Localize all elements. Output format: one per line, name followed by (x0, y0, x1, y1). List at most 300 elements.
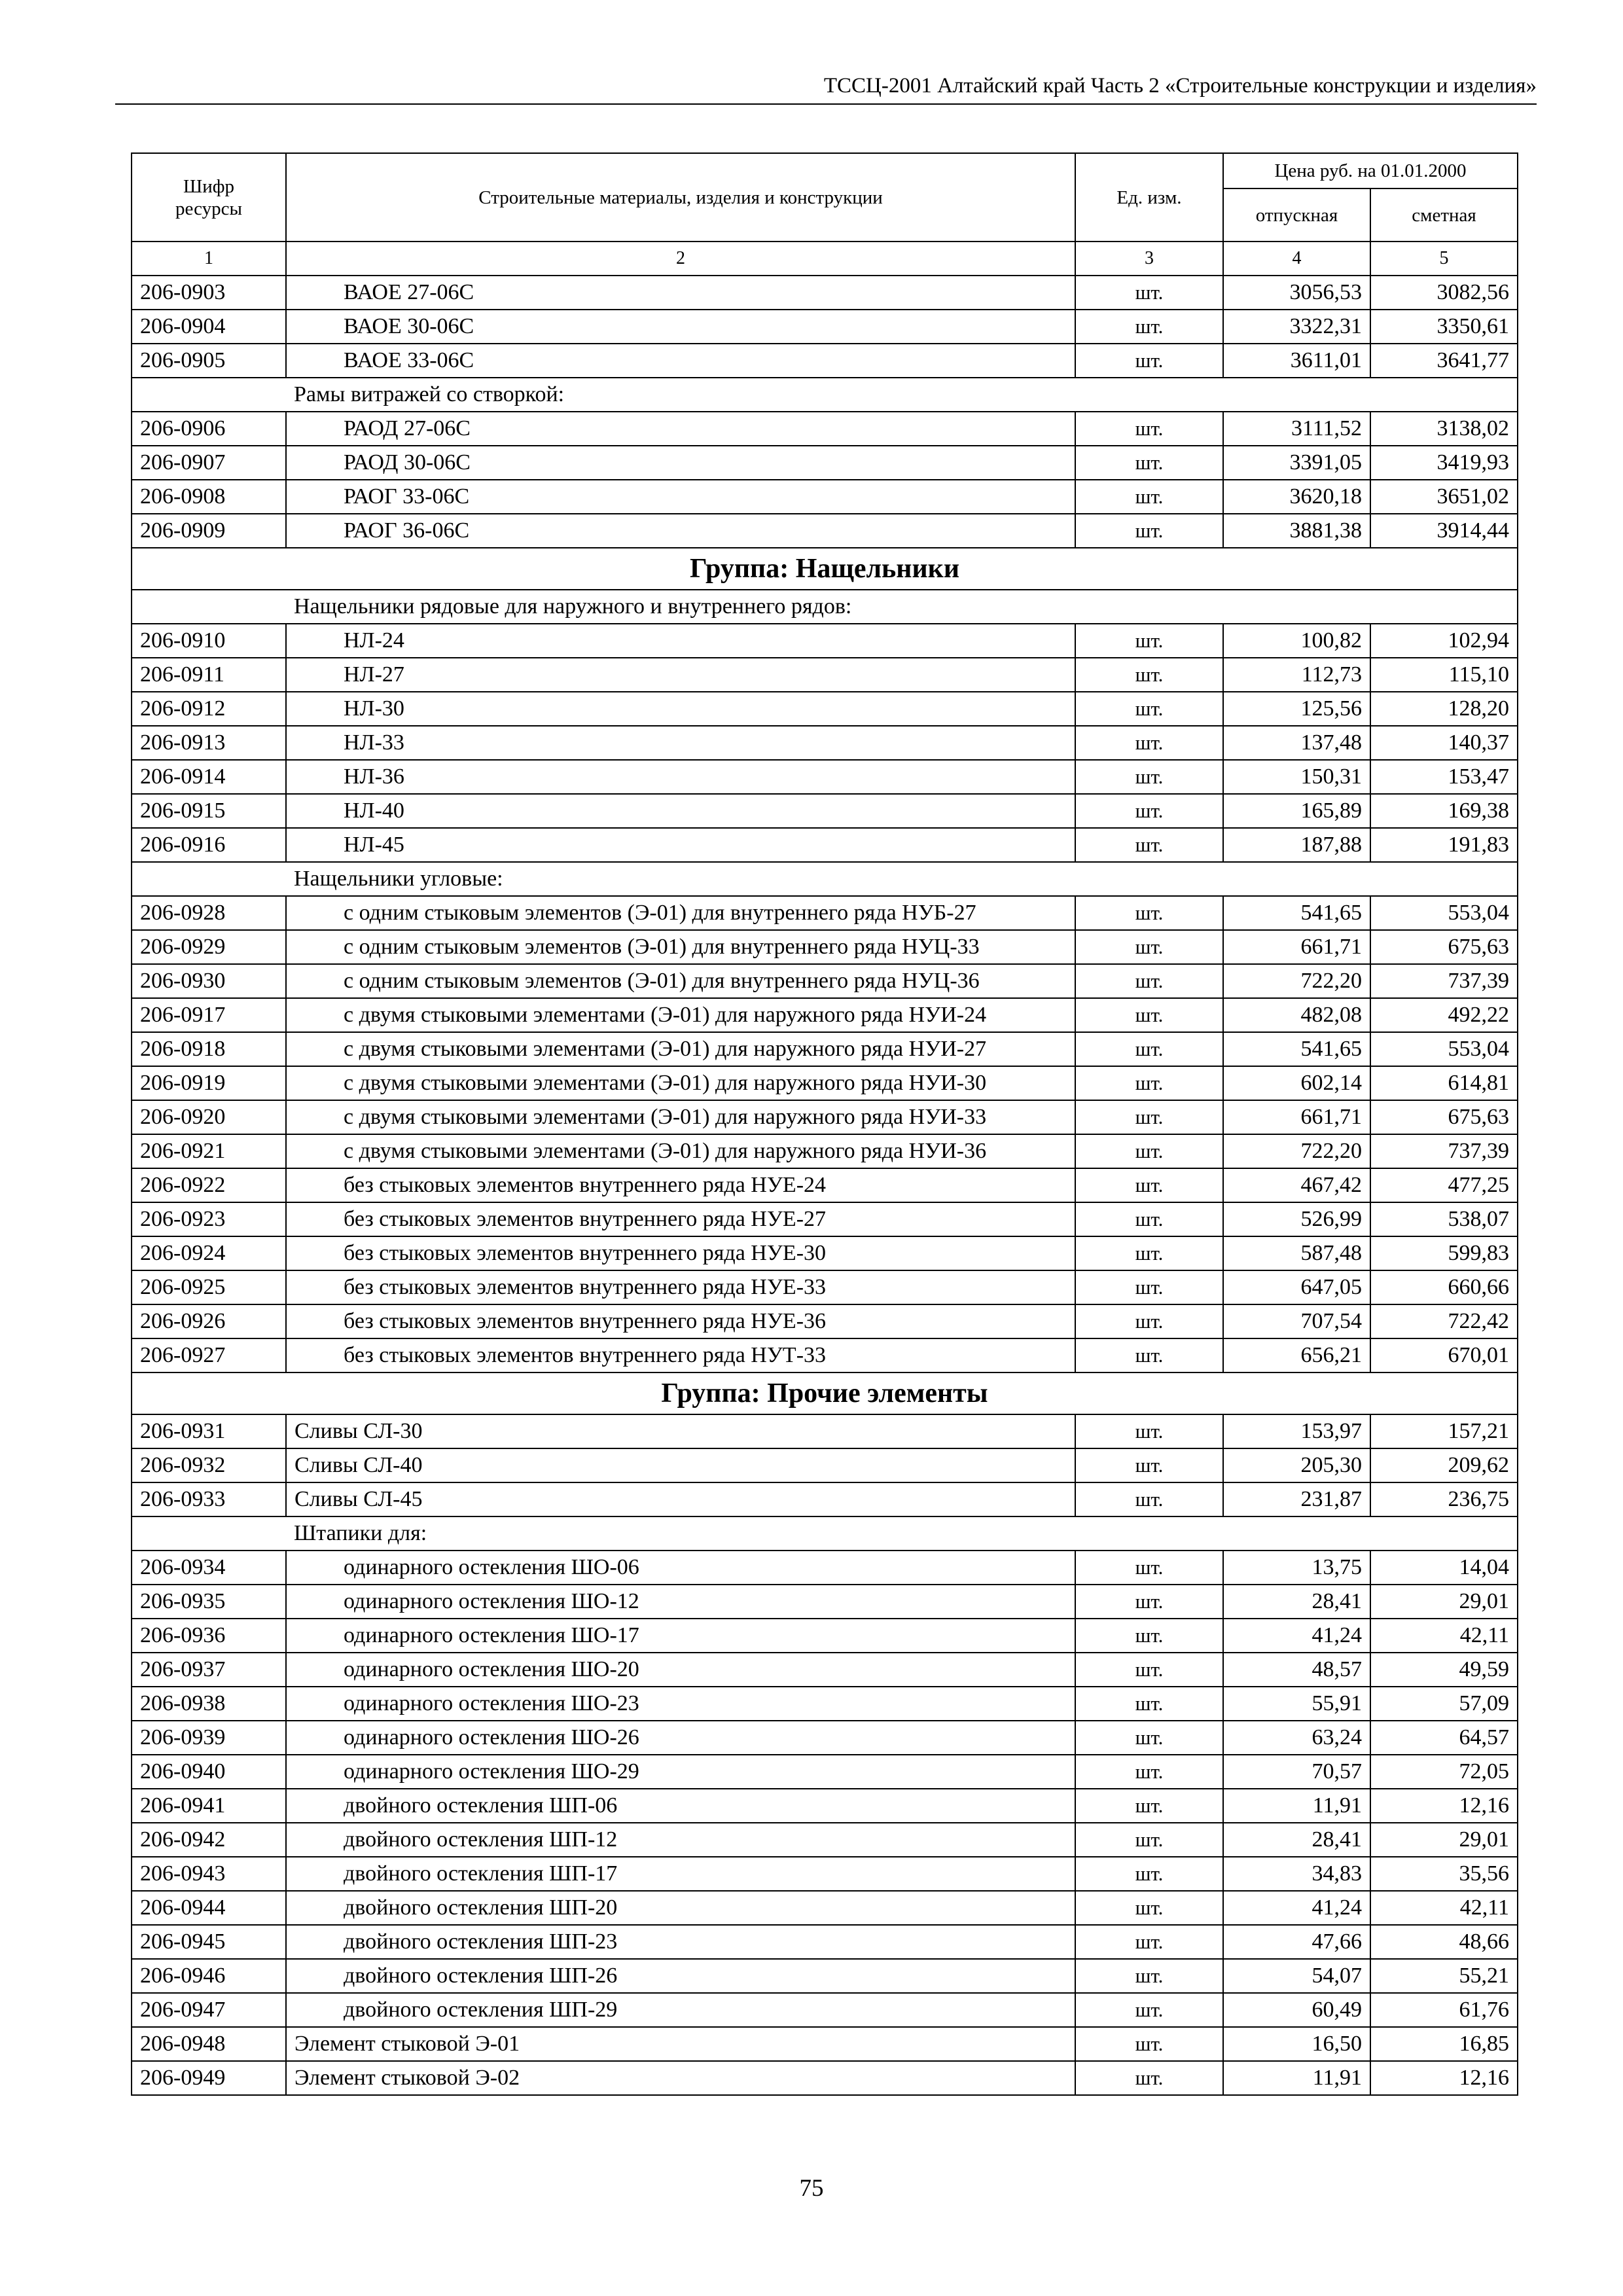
table-row (132, 2061, 1518, 2095)
price-release: 541,65 (1223, 896, 1370, 930)
price-release: 47,66 (1223, 1925, 1370, 1959)
price-estimate: 64,57 (1370, 1721, 1518, 1755)
subheading-label: Штапики для: (286, 1516, 1518, 1551)
column-number: 4 (1223, 242, 1370, 276)
unit-of-measure: шт. (1075, 1168, 1223, 1202)
table-row (132, 1585, 1518, 1619)
price-estimate: 29,01 (1370, 1823, 1518, 1857)
price-estimate: 209,62 (1370, 1448, 1518, 1482)
material-name: одинарного остекления ШО-06 (286, 1551, 1075, 1585)
resource-code: 206-0916 (132, 828, 286, 862)
table-row (132, 1482, 1518, 1516)
subheading-row (132, 378, 1518, 412)
resource-code: 206-0919 (132, 1066, 286, 1100)
resource-code: 206-0944 (132, 1891, 286, 1925)
table-row (132, 446, 1518, 480)
price-release: 54,07 (1223, 1959, 1370, 1993)
table-row (132, 1653, 1518, 1687)
resource-code: 206-0946 (132, 1959, 286, 1993)
table-row (132, 1687, 1518, 1721)
resource-code: 206-0922 (132, 1168, 286, 1202)
resource-code: 206-0934 (132, 1551, 286, 1585)
price-release: 656,21 (1223, 1338, 1370, 1372)
unit-of-measure: шт. (1075, 1202, 1223, 1236)
price-estimate: 553,04 (1370, 1032, 1518, 1066)
resource-code: 206-0940 (132, 1755, 286, 1789)
price-estimate: 72,05 (1370, 1755, 1518, 1789)
table-row (132, 276, 1518, 310)
price-release: 165,89 (1223, 794, 1370, 828)
resource-code: 206-0927 (132, 1338, 286, 1372)
unit-of-measure: шт. (1075, 276, 1223, 310)
unit-of-measure: шт. (1075, 794, 1223, 828)
unit-of-measure: шт. (1075, 930, 1223, 964)
unit-of-measure: шт. (1075, 1270, 1223, 1304)
unit-of-measure: шт. (1075, 1959, 1223, 1993)
table-row (132, 310, 1518, 344)
price-estimate: 29,01 (1370, 1585, 1518, 1619)
unit-of-measure: шт. (1075, 760, 1223, 794)
material-name: Сливы СЛ-45 (286, 1482, 1075, 1516)
table-row (132, 998, 1518, 1032)
price-release: 60,49 (1223, 1993, 1370, 2027)
price-estimate: 115,10 (1370, 658, 1518, 692)
material-name: НЛ-45 (286, 828, 1075, 862)
table-row (132, 480, 1518, 514)
price-release: 526,99 (1223, 1202, 1370, 1236)
table-row (132, 1236, 1518, 1270)
price-release: 41,24 (1223, 1619, 1370, 1653)
unit-of-measure: шт. (1075, 1789, 1223, 1823)
table-row (132, 344, 1518, 378)
price-estimate: 670,01 (1370, 1338, 1518, 1372)
unit-of-measure: шт. (1075, 1338, 1223, 1372)
price-release: 722,20 (1223, 964, 1370, 998)
price-release: 467,42 (1223, 1168, 1370, 1202)
unit-of-measure: шт. (1075, 514, 1223, 548)
resource-code: 206-0929 (132, 930, 286, 964)
price-release: 34,83 (1223, 1857, 1370, 1891)
material-name: одинарного остекления ШО-29 (286, 1755, 1075, 1789)
unit-of-measure: шт. (1075, 310, 1223, 344)
unit-of-measure: шт. (1075, 658, 1223, 692)
group-heading: Группа: Прочие элементы (132, 1372, 1518, 1414)
price-release: 3611,01 (1223, 344, 1370, 378)
unit-of-measure: шт. (1075, 1857, 1223, 1891)
material-name: Сливы СЛ-40 (286, 1448, 1075, 1482)
resource-code: 206-0910 (132, 624, 286, 658)
resource-code: 206-0942 (132, 1823, 286, 1857)
price-estimate: 57,09 (1370, 1687, 1518, 1721)
price-estimate: 660,66 (1370, 1270, 1518, 1304)
table-row (132, 1721, 1518, 1755)
material-name: двойного остекления ШП-17 (286, 1857, 1075, 1891)
price-release: 482,08 (1223, 998, 1370, 1032)
unit-of-measure: шт. (1075, 896, 1223, 930)
table-row (132, 1755, 1518, 1789)
unit-of-measure: шт. (1075, 1653, 1223, 1687)
unit-of-measure: шт. (1075, 446, 1223, 480)
resource-code: 206-0939 (132, 1721, 286, 1755)
material-name: с двумя стыковыми элементами (Э-01) для наружного ряда НУИ-27 (286, 1032, 1075, 1066)
unit-of-measure: шт. (1075, 1721, 1223, 1755)
table-row (132, 1168, 1518, 1202)
unit-of-measure: шт. (1075, 1619, 1223, 1653)
resource-code: 206-0923 (132, 1202, 286, 1236)
resource-code: 206-0913 (132, 726, 286, 760)
material-name: без стыковых элементов внутреннего ряда НУЕ-27 (286, 1202, 1075, 1236)
price-estimate: 102,94 (1370, 624, 1518, 658)
material-name: одинарного остекления ШО-17 (286, 1619, 1075, 1653)
unit-of-measure: шт. (1075, 1823, 1223, 1857)
resource-code: 206-0943 (132, 1857, 286, 1891)
price-release: 11,91 (1223, 1789, 1370, 1823)
price-estimate: 553,04 (1370, 896, 1518, 930)
unit-of-measure: шт. (1075, 964, 1223, 998)
table-row (132, 692, 1518, 726)
table-row (132, 1789, 1518, 1823)
material-name: с двумя стыковыми элементами (Э-01) для наружного ряда НУИ-24 (286, 998, 1075, 1032)
resource-code: 206-0912 (132, 692, 286, 726)
subheading-label: Нащельники угловые: (286, 862, 1518, 896)
subheading-spacer (132, 862, 286, 896)
col-header-price-group: Цена руб. на 01.01.2000 (1223, 153, 1518, 188)
resource-code: 206-0931 (132, 1414, 286, 1448)
price-estimate: 3641,77 (1370, 344, 1518, 378)
price-release: 3620,18 (1223, 480, 1370, 514)
price-estimate: 16,85 (1370, 2027, 1518, 2061)
price-release: 63,24 (1223, 1721, 1370, 1755)
resource-code: 206-0945 (132, 1925, 286, 1959)
resource-code: 206-0938 (132, 1687, 286, 1721)
unit-of-measure: шт. (1075, 1687, 1223, 1721)
resource-code: 206-0933 (132, 1482, 286, 1516)
col-header-code: Шифр ресурсы (132, 153, 286, 242)
page-number: 75 (799, 2175, 824, 2202)
table-row (132, 1993, 1518, 2027)
unit-of-measure: шт. (1075, 726, 1223, 760)
resource-code: 206-0936 (132, 1619, 286, 1653)
price-estimate: 675,63 (1370, 1100, 1518, 1134)
price-release: 661,71 (1223, 930, 1370, 964)
table-row (132, 1891, 1518, 1925)
price-table (131, 152, 1518, 2096)
price-estimate: 737,39 (1370, 964, 1518, 998)
price-estimate: 614,81 (1370, 1066, 1518, 1100)
price-estimate: 538,07 (1370, 1202, 1518, 1236)
resource-code: 206-0914 (132, 760, 286, 794)
material-name: ВАОЕ 33-06С (286, 344, 1075, 378)
table-body (132, 276, 1518, 2095)
table-row (132, 1925, 1518, 1959)
price-estimate: 191,83 (1370, 828, 1518, 862)
price-estimate: 48,66 (1370, 1925, 1518, 1959)
table-row (132, 1066, 1518, 1100)
price-release: 187,88 (1223, 828, 1370, 862)
material-name: с одним стыковым элементов (Э-01) для внутреннего ряда НУЦ-36 (286, 964, 1075, 998)
resource-code: 206-0909 (132, 514, 286, 548)
column-number: 2 (286, 242, 1075, 276)
material-name: без стыковых элементов внутреннего ряда НУТ-33 (286, 1338, 1075, 1372)
col-header-price-estimate: сметная (1370, 188, 1518, 242)
unit-of-measure: шт. (1075, 2061, 1223, 2095)
price-release: 41,24 (1223, 1891, 1370, 1925)
unit-of-measure: шт. (1075, 828, 1223, 862)
price-estimate: 3350,61 (1370, 310, 1518, 344)
table-row (132, 1619, 1518, 1653)
resource-code: 206-0930 (132, 964, 286, 998)
group-heading-row (132, 548, 1518, 590)
resource-code: 206-0948 (132, 2027, 286, 2061)
column-number-row (132, 242, 1518, 276)
price-release: 137,48 (1223, 726, 1370, 760)
resource-code: 206-0926 (132, 1304, 286, 1338)
table-row (132, 1551, 1518, 1585)
subheading-spacer (132, 378, 286, 412)
unit-of-measure: шт. (1075, 1482, 1223, 1516)
material-name: НЛ-30 (286, 692, 1075, 726)
price-release: 205,30 (1223, 1448, 1370, 1482)
subheading-spacer (132, 1516, 286, 1551)
unit-of-measure: шт. (1075, 1993, 1223, 2027)
resource-code: 206-0935 (132, 1585, 286, 1619)
col-header-price-release: отпускная (1223, 188, 1370, 242)
unit-of-measure: шт. (1075, 1304, 1223, 1338)
unit-of-measure: шт. (1075, 692, 1223, 726)
material-name: без стыковых элементов внутреннего ряда НУЕ-36 (286, 1304, 1075, 1338)
material-name: НЛ-24 (286, 624, 1075, 658)
material-name: НЛ-40 (286, 794, 1075, 828)
material-name: с двумя стыковыми элементами (Э-01) для наружного ряда НУИ-36 (286, 1134, 1075, 1168)
material-name: двойного остекления ШП-26 (286, 1959, 1075, 1993)
material-name: РАОГ 33-06С (286, 480, 1075, 514)
resource-code: 206-0918 (132, 1032, 286, 1066)
price-release: 231,87 (1223, 1482, 1370, 1516)
price-release: 541,65 (1223, 1032, 1370, 1066)
unit-of-measure: шт. (1075, 1585, 1223, 1619)
unit-of-measure: шт. (1075, 412, 1223, 446)
price-release: 3391,05 (1223, 446, 1370, 480)
page-header: ТССЦ-2001 Алтайский край Часть 2 «Строительные конструкции и изделия» (115, 71, 1537, 105)
resource-code: 206-0937 (132, 1653, 286, 1687)
table-row (132, 1857, 1518, 1891)
column-number: 5 (1370, 242, 1518, 276)
table-row (132, 1414, 1518, 1448)
resource-code: 206-0928 (132, 896, 286, 930)
price-release: 28,41 (1223, 1585, 1370, 1619)
material-name: двойного остекления ШП-06 (286, 1789, 1075, 1823)
resource-code: 206-0908 (132, 480, 286, 514)
unit-of-measure: шт. (1075, 1414, 1223, 1448)
unit-of-measure: шт. (1075, 1755, 1223, 1789)
price-release: 587,48 (1223, 1236, 1370, 1270)
group-heading-row (132, 1372, 1518, 1414)
subheading-label: Нащельники рядовые для наружного и внутреннего рядов: (286, 590, 1518, 624)
table-row (132, 514, 1518, 548)
subheading-spacer (132, 590, 286, 624)
unit-of-measure: шт. (1075, 1032, 1223, 1066)
table-row (132, 412, 1518, 446)
table-row (132, 1304, 1518, 1338)
price-release: 647,05 (1223, 1270, 1370, 1304)
price-estimate: 153,47 (1370, 760, 1518, 794)
table-row (132, 1338, 1518, 1372)
col-header-name: Строительные материалы, изделия и конструкции (286, 153, 1075, 242)
price-estimate: 3914,44 (1370, 514, 1518, 548)
resource-code: 206-0911 (132, 658, 286, 692)
table-row (132, 1270, 1518, 1304)
price-release: 48,57 (1223, 1653, 1370, 1687)
table-row (132, 726, 1518, 760)
subheading-label: Рамы витражей со створкой: (286, 378, 1518, 412)
table-row (132, 896, 1518, 930)
price-estimate: 128,20 (1370, 692, 1518, 726)
material-name: с двумя стыковыми элементами (Э-01) для наружного ряда НУИ-33 (286, 1100, 1075, 1134)
material-name: одинарного остекления ШО-20 (286, 1653, 1075, 1687)
price-estimate: 61,76 (1370, 1993, 1518, 2027)
table-row (132, 964, 1518, 998)
subheading-row (132, 1516, 1518, 1551)
price-release: 3322,31 (1223, 310, 1370, 344)
subheading-row (132, 862, 1518, 896)
table-row (132, 1134, 1518, 1168)
material-name: РАОД 30-06С (286, 446, 1075, 480)
resource-code: 206-0903 (132, 276, 286, 310)
material-name: РАОД 27-06С (286, 412, 1075, 446)
table-row (132, 828, 1518, 862)
table-row (132, 1032, 1518, 1066)
price-release: 3111,52 (1223, 412, 1370, 446)
table-row (132, 658, 1518, 692)
price-release: 55,91 (1223, 1687, 1370, 1721)
col-header-unit: Ед. изм. (1075, 153, 1223, 242)
price-estimate: 42,11 (1370, 1619, 1518, 1653)
resource-code: 206-0915 (132, 794, 286, 828)
price-release: 707,54 (1223, 1304, 1370, 1338)
material-name: двойного остекления ШП-20 (286, 1891, 1075, 1925)
price-estimate: 3138,02 (1370, 412, 1518, 446)
unit-of-measure: шт. (1075, 1925, 1223, 1959)
material-name: ВАОЕ 30-06С (286, 310, 1075, 344)
material-name: НЛ-36 (286, 760, 1075, 794)
unit-of-measure: шт. (1075, 624, 1223, 658)
table-row (132, 2027, 1518, 2061)
material-name: с одним стыковым элементов (Э-01) для внутреннего ряда НУЦ-33 (286, 930, 1075, 964)
price-release: 150,31 (1223, 760, 1370, 794)
price-estimate: 3651,02 (1370, 480, 1518, 514)
price-estimate: 169,38 (1370, 794, 1518, 828)
table-row (132, 1202, 1518, 1236)
resource-code: 206-0925 (132, 1270, 286, 1304)
table-row (132, 1823, 1518, 1857)
material-name: двойного остекления ШП-23 (286, 1925, 1075, 1959)
price-release: 153,97 (1223, 1414, 1370, 1448)
resource-code: 206-0932 (132, 1448, 286, 1482)
resource-code: 206-0949 (132, 2061, 286, 2095)
unit-of-measure: шт. (1075, 1551, 1223, 1585)
price-release: 11,91 (1223, 2061, 1370, 2095)
price-estimate: 236,75 (1370, 1482, 1518, 1516)
price-release: 3881,38 (1223, 514, 1370, 548)
unit-of-measure: шт. (1075, 1448, 1223, 1482)
price-estimate: 12,16 (1370, 2061, 1518, 2095)
resource-code: 206-0904 (132, 310, 286, 344)
price-release: 661,71 (1223, 1100, 1370, 1134)
unit-of-measure: шт. (1075, 344, 1223, 378)
material-name: без стыковых элементов внутреннего ряда НУЕ-24 (286, 1168, 1075, 1202)
price-estimate: 42,11 (1370, 1891, 1518, 1925)
table-row (132, 760, 1518, 794)
table-row (132, 794, 1518, 828)
unit-of-measure: шт. (1075, 480, 1223, 514)
resource-code: 206-0924 (132, 1236, 286, 1270)
resource-code: 206-0941 (132, 1789, 286, 1823)
price-release: 100,82 (1223, 624, 1370, 658)
unit-of-measure: шт. (1075, 1100, 1223, 1134)
column-number: 1 (132, 242, 286, 276)
price-estimate: 675,63 (1370, 930, 1518, 964)
resource-code: 206-0921 (132, 1134, 286, 1168)
material-name: с двумя стыковыми элементами (Э-01) для наружного ряда НУИ-30 (286, 1066, 1075, 1100)
subheading-row (132, 590, 1518, 624)
material-name: Элемент стыковой Э-01 (286, 2027, 1075, 2061)
material-name: одинарного остекления ШО-23 (286, 1687, 1075, 1721)
price-estimate: 722,42 (1370, 1304, 1518, 1338)
material-name: Элемент стыковой Э-02 (286, 2061, 1075, 2095)
resource-code: 206-0920 (132, 1100, 286, 1134)
price-release: 13,75 (1223, 1551, 1370, 1585)
price-release: 3056,53 (1223, 276, 1370, 310)
price-estimate: 492,22 (1370, 998, 1518, 1032)
price-estimate: 737,39 (1370, 1134, 1518, 1168)
price-release: 722,20 (1223, 1134, 1370, 1168)
price-estimate: 3419,93 (1370, 446, 1518, 480)
material-name: РАОГ 36-06С (286, 514, 1075, 548)
price-release: 28,41 (1223, 1823, 1370, 1857)
unit-of-measure: шт. (1075, 1891, 1223, 1925)
price-estimate: 55,21 (1370, 1959, 1518, 1993)
material-name: одинарного остекления ШО-12 (286, 1585, 1075, 1619)
resource-code: 206-0917 (132, 998, 286, 1032)
material-name: без стыковых элементов внутреннего ряда НУЕ-30 (286, 1236, 1075, 1270)
price-estimate: 12,16 (1370, 1789, 1518, 1823)
material-name: НЛ-27 (286, 658, 1075, 692)
material-name: с одним стыковым элементов (Э-01) для внутреннего ряда НУБ-27 (286, 896, 1075, 930)
price-estimate: 14,04 (1370, 1551, 1518, 1585)
column-number: 3 (1075, 242, 1223, 276)
resource-code: 206-0947 (132, 1993, 286, 2027)
table-row (132, 1448, 1518, 1482)
price-estimate: 477,25 (1370, 1168, 1518, 1202)
material-name: без стыковых элементов внутреннего ряда НУЕ-33 (286, 1270, 1075, 1304)
material-name: двойного остекления ШП-12 (286, 1823, 1075, 1857)
material-name: Сливы СЛ-30 (286, 1414, 1075, 1448)
group-heading: Группа: Нащельники (132, 548, 1518, 590)
price-release: 16,50 (1223, 2027, 1370, 2061)
unit-of-measure: шт. (1075, 1066, 1223, 1100)
table-row (132, 1959, 1518, 1993)
table-row (132, 930, 1518, 964)
price-estimate: 599,83 (1370, 1236, 1518, 1270)
resource-code: 206-0907 (132, 446, 286, 480)
price-estimate: 49,59 (1370, 1653, 1518, 1687)
price-release: 70,57 (1223, 1755, 1370, 1789)
price-estimate: 35,56 (1370, 1857, 1518, 1891)
material-name: одинарного остекления ШО-26 (286, 1721, 1075, 1755)
table-row (132, 1100, 1518, 1134)
price-release: 125,56 (1223, 692, 1370, 726)
resource-code: 206-0905 (132, 344, 286, 378)
